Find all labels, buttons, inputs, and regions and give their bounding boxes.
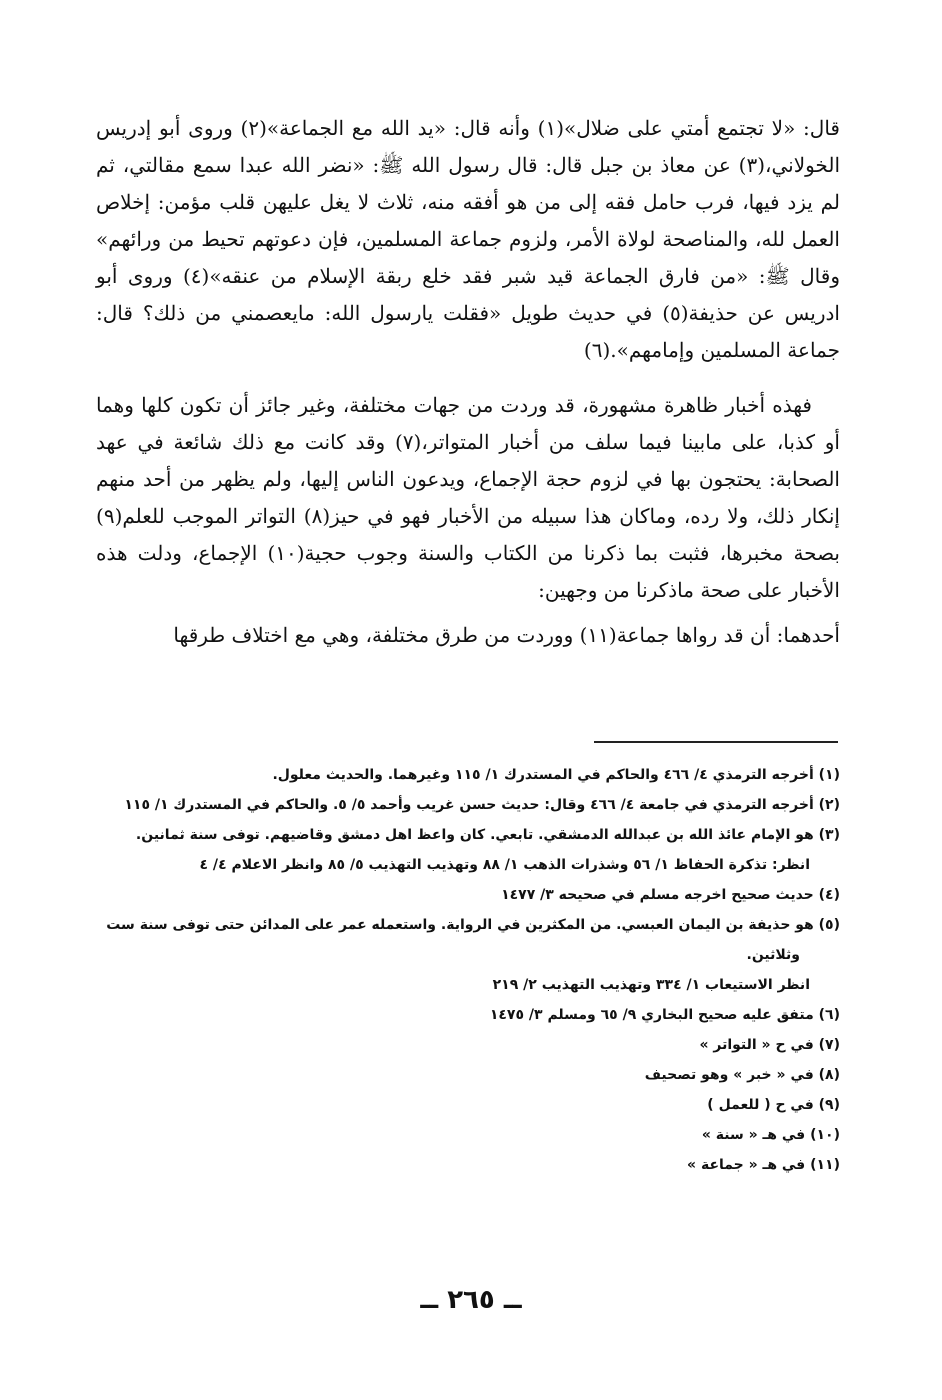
footnote-8: (٨) في « خبر » وهو تصحيف	[644, 1067, 840, 1083]
paragraph-2: فهذه أخبار ظاهرة مشهورة، قد وردت من جهات مختلفة، وغير جائز أن تكون كلها وهما أو كذبا، على مابينا فيما سلف من أخبار المتواتر،(٧) وقد كانت مع ذلك شائعة في عهد الصحابة: يحتجون بها في لزوم حجة الإجماع، ويدعون الناس إليها، ولم يظهر من أحد منهم إنكار ذلك، ولا رده، وماكان هذا سبيله من الأخبار فهو في حيز(٨) التواتر الموجب للعلم(٩) بصحة مخبرها، فثبت بما ذكرنا من الكتاب والسنة وجوب حجية(١٠) الإجماع، ودلت هذه الأخبار على صحة ماذكرنا من وجهين:	[96, 393, 840, 602]
footnotes	[96, 760, 840, 1180]
footnote-10: (١٠) في هـ « سنة »	[701, 1127, 840, 1143]
main-text	[96, 110, 840, 654]
footnote-7: (٧) في ح « التواتر »	[699, 1037, 840, 1053]
footnote-3-reference: انظر: تذكرة الحفاظ ١/ ٥٦ وشذرات الذهب ١/ ٨٨ وتهذيب التهذيب ٥/ ٨٥ وانظر الاعلام ٤/ ٤	[199, 857, 810, 873]
footnote-5-reference: انظر الاستيعاب ١/ ٣٣٤ وتهذيب التهذيب ٢/ ٢١٩	[492, 977, 810, 993]
footnote-2: (٢) أخرجه الترمذي في جامعة ٤/ ٤٦٦ وقال: حديث حسن غريب وأحمد ٥/ ٥. والحاكم في المستدرك ١/ ١١٥	[124, 797, 840, 813]
footnote-4: (٤) حديث صحيح اخرجه مسلم في صحيحه ٣/ ١٤٧٧	[501, 887, 840, 903]
footnote-9: (٩) في ح ( للعمل )	[707, 1097, 840, 1113]
footnote-6: (٦) متفق عليه صحيح البخاري ٩/ ٦٥ ومسلم ٣/ ١٤٧٥	[489, 1007, 840, 1023]
footnote-11: (١١) في هـ « جماعة »	[687, 1157, 840, 1173]
page-number: ــ ٢٦٥ ــ	[420, 1285, 522, 1315]
footnote-separator	[594, 741, 838, 743]
footnote-3: (٣) هو الإمام عائذ الله بن عبدالله الدمشقي. تابعي. كان واعظ اهل دمشق وقاضيهم. توفى سنة ثمانين.	[135, 827, 840, 843]
footnote-5-continuation: وثلاثين.	[746, 947, 800, 963]
footnote-5: (٥) هو حذيفة بن اليمان العبسي. من المكثرين في الرواية. واستعمله عمر على المدائن حتى توفى سنة ست	[106, 917, 840, 933]
paragraph-1: قال: «لا تجتمع أمتي على ضلال»(١) وأنه قال: «يد الله مع الجماعة»(٢) وروى أبو إدريس الخولاني،(٣) عن معاذ بن جبل قال: قال رسول الله ﷺ: «نضر الله عبدا سمع مقالتي، ثم لم يزد فيها، فرب حامل فقه إلى من هو أفقه منه، ثلاث لا يغل عليهن قلب مؤمن: إخلاص العمل لله، والمناصحة لولاة الأمر، ولزوم جماعة المسلمين، فإن دعوتهم تحيط من ورائهم» وقال ﷺ: «من فارق الجماعة قيد شبر فقد خلع ربقة الإسلام من عنقه»(٤) وروى أبو ادريس عن حذيفة(٥) في حديث طويل «فقلت يارسول الله: مايعصمني من ذلك؟ قال: جماعة المسلمين وإمامهم».(٦)	[96, 116, 840, 362]
paragraph-3: أحدهما: أن قد رواها جماعة(١١) ووردت من طرق مختلفة، وهي مع اختلاف طرقها	[173, 623, 840, 647]
footnote-1: (١) أخرجه الترمذي ٤/ ٤٦٦ والحاكم في المستدرك ١/ ١١٥ وغيرهما. والحديث معلول.	[272, 767, 840, 783]
